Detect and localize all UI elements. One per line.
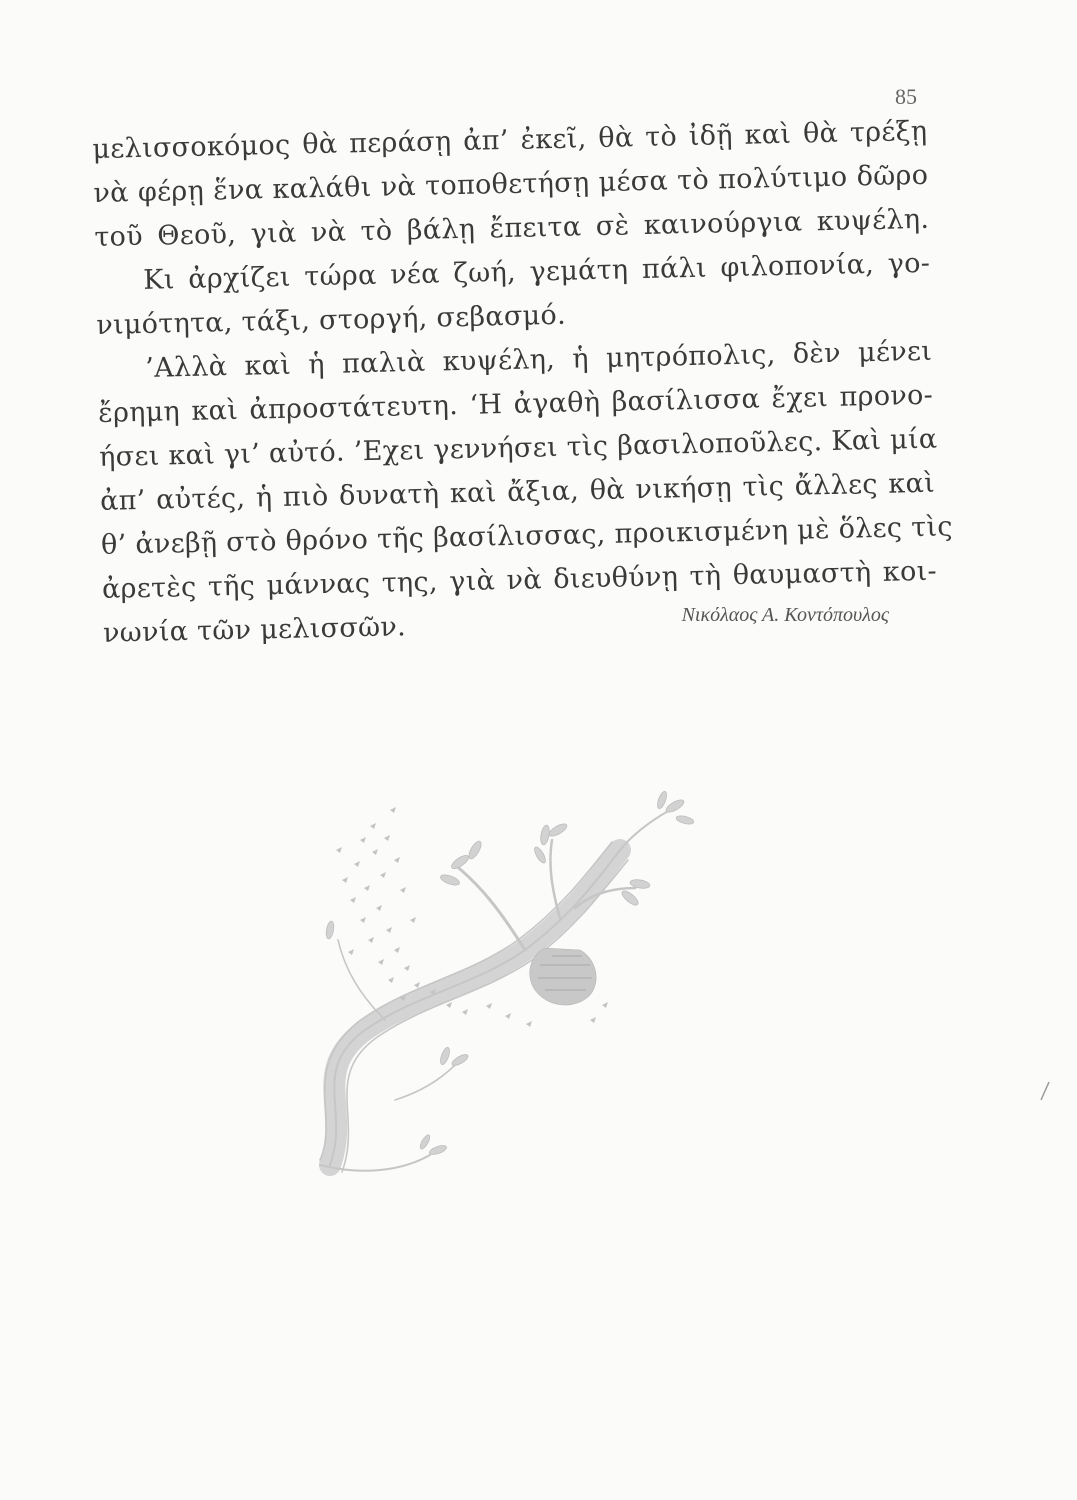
text-line: τοῦ Θεοῦ, γιὰ νὰ τὸ βάλῃ ἔπειτα σὲ καινούργια κυψέλη. [94, 203, 930, 253]
text-line: ἔρημη καὶ ἀπροστάτευτη. ‘Η ἀγαθὴ βασίλισσα ἔχει προνο- [97, 379, 934, 429]
text-line: θ’ ἀνεβῇ στὸ θρόνο τῆς βασίλισσας, προικισμένη μὲ ὅλες τὶς [100, 511, 954, 561]
text-line: ’Αλλὰ καὶ ἡ παλιὰ κυψέλη, ἡ μητρόπολις, δὲν μένει [144, 335, 933, 384]
page-number: 85 [895, 84, 917, 109]
tree-trunk [320, 810, 670, 1172]
text-line: ήσει καὶ γι’ αὐτό. ’Εχει γεννήσει τὶς βασιλοποῦλες. Καὶ μία [98, 423, 938, 473]
text-line: νιμότητα, τάξι, στοργή, σεβασμό. [95, 299, 567, 341]
text-line: Κι ἀρχίζει τώρα νέα ζωή, γεμάτη πάλι φιλοπονία, γο- [142, 247, 931, 296]
tree-swarm-illustration [290, 780, 750, 1200]
text-line: ἀπ’ αὐτές, ἡ πιὸ δυνατὴ καὶ ἄξια, θὰ νικήσῃ τὶς ἄλλες καὶ [99, 467, 936, 517]
text-line: μελισσοκόμος θὰ περάσῃ ἀπ’ ἐκεῖ, θὰ τὸ ἰδῇ καὶ θὰ τρέξῃ [92, 115, 928, 165]
author-signature: Νικόλαος Α. Κοντόπουλος [681, 604, 889, 626]
text-line: νωνία τῶν μελισσῶν. [102, 611, 407, 649]
text-line: ἀρετὲς τῆς μάννας της, γιὰ νὰ διευθύνῃ τὴ θαυμαστὴ κοι- [101, 555, 938, 605]
margin-mark [1038, 1080, 1052, 1102]
text-line: νὰ φέρῃ ἕνα καλάθι νὰ τοποθετήσῃ μέσα τὸ πολύτιμο δῶρο [93, 159, 929, 209]
body-text [92, 110, 954, 656]
bee-swarm-cluster [530, 948, 596, 1005]
